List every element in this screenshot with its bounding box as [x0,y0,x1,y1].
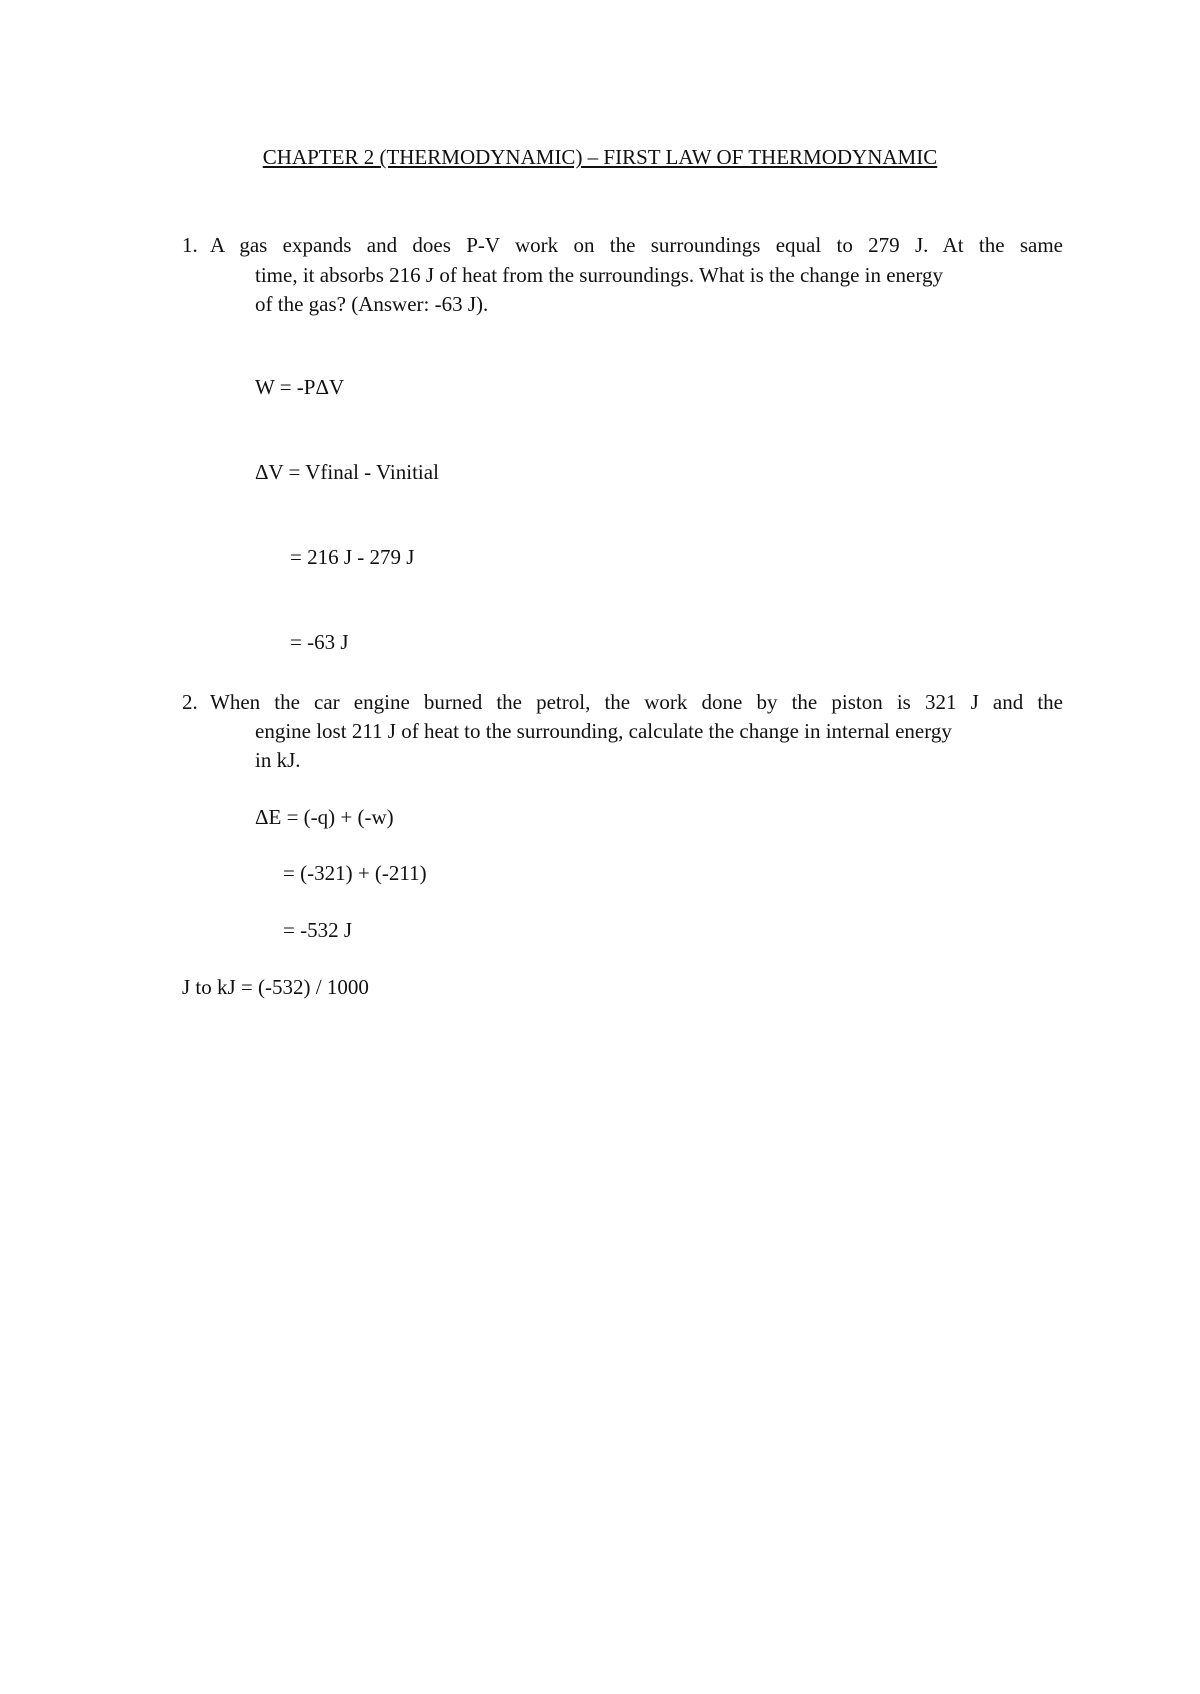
delta-v-equation: ΔV = Vfinal - Vinitial [255,460,439,484]
question-text-line: A gas expands and does P-V work on the surroundings equal to 279 J. At the same [210,233,1063,257]
calculation-step: = (-321) + (-211) [283,861,427,885]
question-text-line: of the gas? (Answer: -63 J). [255,292,489,316]
calculation-step: = 216 J - 279 J [290,545,415,569]
question-number: 1. [182,233,198,257]
question-text-line: When the car engine burned the petrol, the work done by the piston is 321 J and the [210,690,1063,714]
question-text-line: engine lost 211 J of heat to the surrounding, calculate the change in internal energy [255,719,952,743]
question-number: 2. [182,690,198,714]
work-equation: W = -PΔV [255,375,345,399]
page-title: CHAPTER 2 (THERMODYNAMIC) – FIRST LAW OF THERMODYNAMIC [262,145,938,169]
delta-e-equation: ΔE = (-q) + (-w) [255,805,394,829]
question-text-line: time, it absorbs 216 J of heat from the surroundings. What is the change in energy [255,263,943,287]
question-text-line: in kJ. [255,748,301,772]
calculation-result: = -63 J [290,630,349,654]
calculation-result: = -532 J [283,918,353,942]
unit-conversion: J to kJ = (-532) / 1000 [182,975,369,999]
